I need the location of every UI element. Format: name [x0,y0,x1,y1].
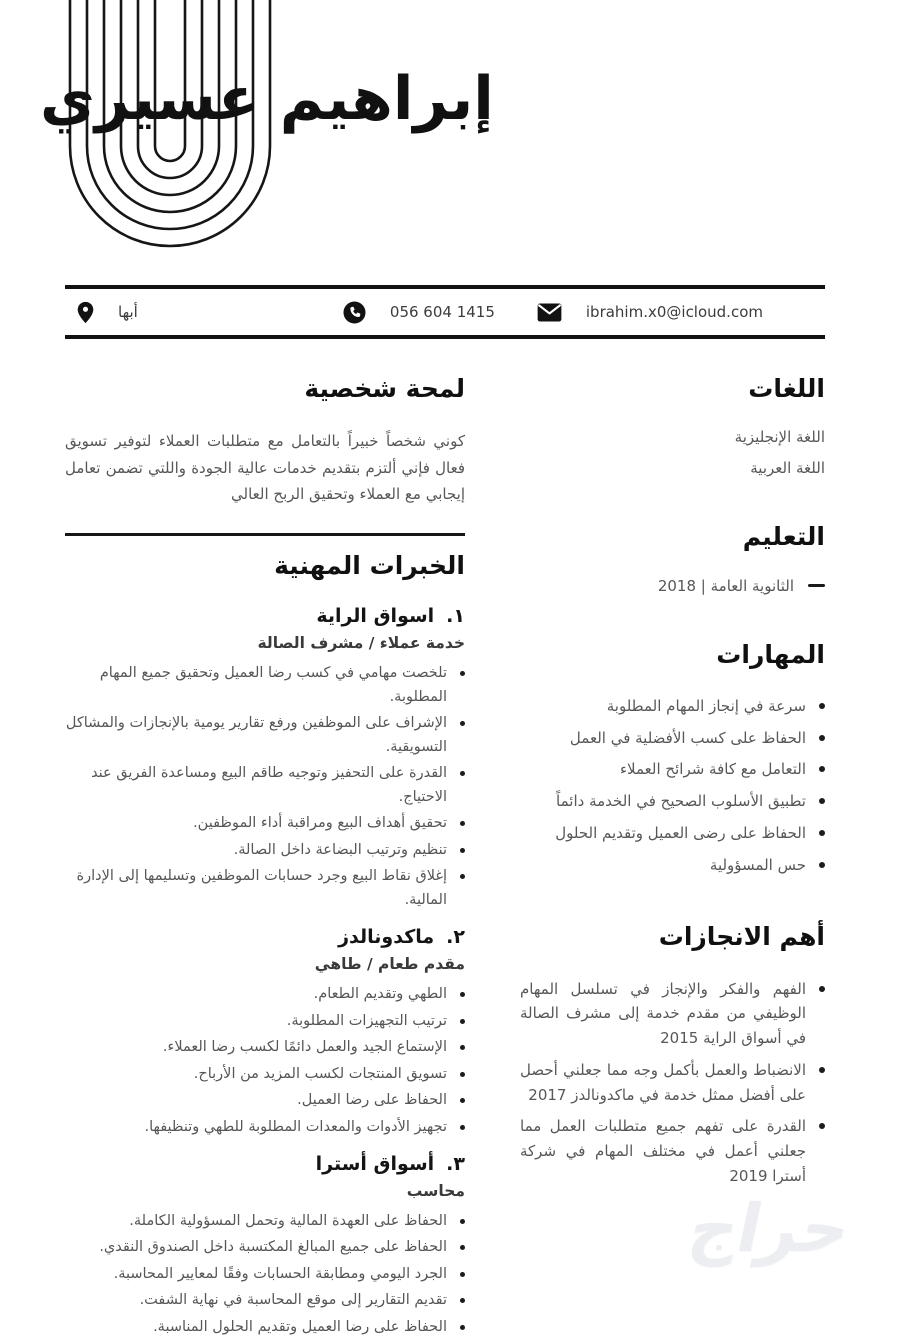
main-column [65,373,465,1342]
skill-item: سرعة في إنجاز المهام المطلوبة [520,694,825,719]
profile-section [65,373,465,507]
experience-section [65,533,465,1339]
contact-email [537,303,825,322]
phone-text: 056 604 1415 [389,303,495,321]
achievements-section [520,921,825,1188]
location-text: أبها [118,303,138,321]
job-role-3: محاسب [406,1182,465,1200]
job-role-1: خدمة عملاء / مشرف الصالة [257,634,465,653]
job-role-2: مقدم طعام / طاهي [314,955,465,974]
job-bullet: الحفاظ على جميع المبالغ المكتسبة داخل الصندوق النقدي. [65,1236,465,1259]
job-bullet: تلخصت مهامي في كسب رضا العميل وتحقيق جميع المهام المطلوبة. [65,662,465,709]
job-bullet: القدرة على التحفيز وتوجيه طاقم البيع ومساعدة الفريق عند الاحتياج. [65,762,465,809]
job-bullet: تحقيق أهداف البيع ومراقبة أداء الموظفين. [65,812,465,835]
job-title-3 [65,1153,465,1175]
job-bullets-3 [65,1210,465,1339]
achievements-title: أهم الانجازات [658,922,825,952]
experience-title: الخبرات المهنية [274,551,465,580]
job-bullet: الإشراف على الموظفين ورفع تقارير يومية بالإنجازات والمشاكل التسويقية. [65,712,465,759]
language-item: اللغة العربية [750,459,825,478]
job-bullet: الحفاظ على رضا العميل وتقديم الحلول المناسبة. [65,1316,465,1339]
skill-item: الحفاظ على كسب الأفضلية في العمل [520,726,825,751]
job-bullets-1 [65,662,465,912]
skill-item: تطبيق الأسلوب الصحيح في الخدمة دائماً [520,789,825,814]
job-bullet: تجهيز الأدوات والمعدات المطلوبة للطهي وتنظيفها. [65,1116,465,1139]
page-title: إبراهيم عسيري [40,64,494,134]
job-company: اسواق الراية [316,605,435,628]
profile-title: لمحة شخصية [304,374,465,403]
education-section [520,521,825,594]
map-pin-icon [77,301,94,324]
job-bullet: الطهي وتقديم الطعام. [65,983,465,1006]
job-number: ١. [446,605,465,628]
job-company: ماكدونالدز [338,926,435,949]
achievement-item: الانضباط والعمل بأكمل وجه مما جعلني أحصل على أفضل ممثل خدمة في ماكدونالدز 2017 [520,1058,825,1108]
job-entry-3 [65,1153,465,1339]
skills-list [520,694,825,878]
achievement-item: الفهم والفكر والإنجاز في تسلسل المهام الوظيفي من مقدم خدمة إلى مشرف الصالة في أسواق الراية 2015 [520,977,825,1051]
haraj-watermark: حراج [682,1190,858,1267]
skill-item: التعامل مع كافة شرائح العملاء [520,757,825,782]
envelope-icon [537,303,562,322]
skill-item: حس المسؤولية [520,853,825,878]
contact-bar [65,285,825,339]
education-item [520,577,825,595]
header [0,0,900,285]
dash-icon [808,584,825,587]
achievements-list [520,977,825,1189]
job-bullet: الحفاظ على العهدة المالية وتحمل المسؤولية الكاملة. [65,1210,465,1233]
job-bullet: الإستماع الجيد والعمل دائمًا لكسب رضا العملاء. [65,1036,465,1059]
job-bullets-2 [65,983,465,1139]
education-text: الثانوية العامة | 2018 [657,576,794,595]
job-title-2 [65,926,465,948]
skills-section [520,639,825,878]
languages-section [520,373,825,477]
job-bullet: تنظيم وترتيب البضاعة داخل الصالة. [65,839,465,862]
contact-phone [343,301,495,324]
languages-list [520,428,825,477]
job-bullet: الجرد اليومي ومطابقة الحسابات وفقًا لمعايير المحاسبة. [65,1263,465,1286]
job-company: أسواق أسترا [315,1153,435,1175]
skills-title: المهارات [716,639,825,669]
job-number: ٣. [446,1153,465,1175]
job-entry-2 [65,926,465,1139]
language-item: اللغة الإنجليزية [734,428,825,447]
job-bullet: تقديم التقارير إلى موقع المحاسبة في نهاية الشفت. [65,1289,465,1312]
job-bullet: تسويق المنتجات لكسب المزيد من الأرباح. [65,1063,465,1086]
job-number: ٢. [446,926,465,949]
achievement-item: القدرة على تفهم جميع متطلبات العمل مما جعلني أعمل في مختلف المهام في شركة أسترا 2019 [520,1114,825,1188]
job-title-1 [65,605,465,627]
job-bullet: إغلاق نقاط البيع وجرد حسابات الموظفين وتسليمها إلى الإدارة المالية. [65,865,465,912]
contact-location [65,301,138,324]
email-text: ibrahim.x0@icloud.com [585,303,763,321]
job-bullet: الحفاظ على رضا العميل. [65,1089,465,1112]
education-title: التعليم [742,522,825,552]
job-entry-1 [65,605,465,912]
job-bullet: ترتيب التجهيزات المطلوبة. [65,1010,465,1033]
phone-circle-icon [343,301,366,324]
profile-text: كوني شخصاً خبيراً بالتعامل مع متطلبات العملاء لتوفير تسويق فعال فإني ألتزم بتقديم خدمات عالية الجودة واللتي تضمن تعامل إيجابي مع العملاء وتحقيق الربح العالي [65,432,465,503]
languages-title: اللغات [748,374,825,403]
skill-item: الحفاظ على رضى العميل وتقديم الحلول [520,821,825,846]
